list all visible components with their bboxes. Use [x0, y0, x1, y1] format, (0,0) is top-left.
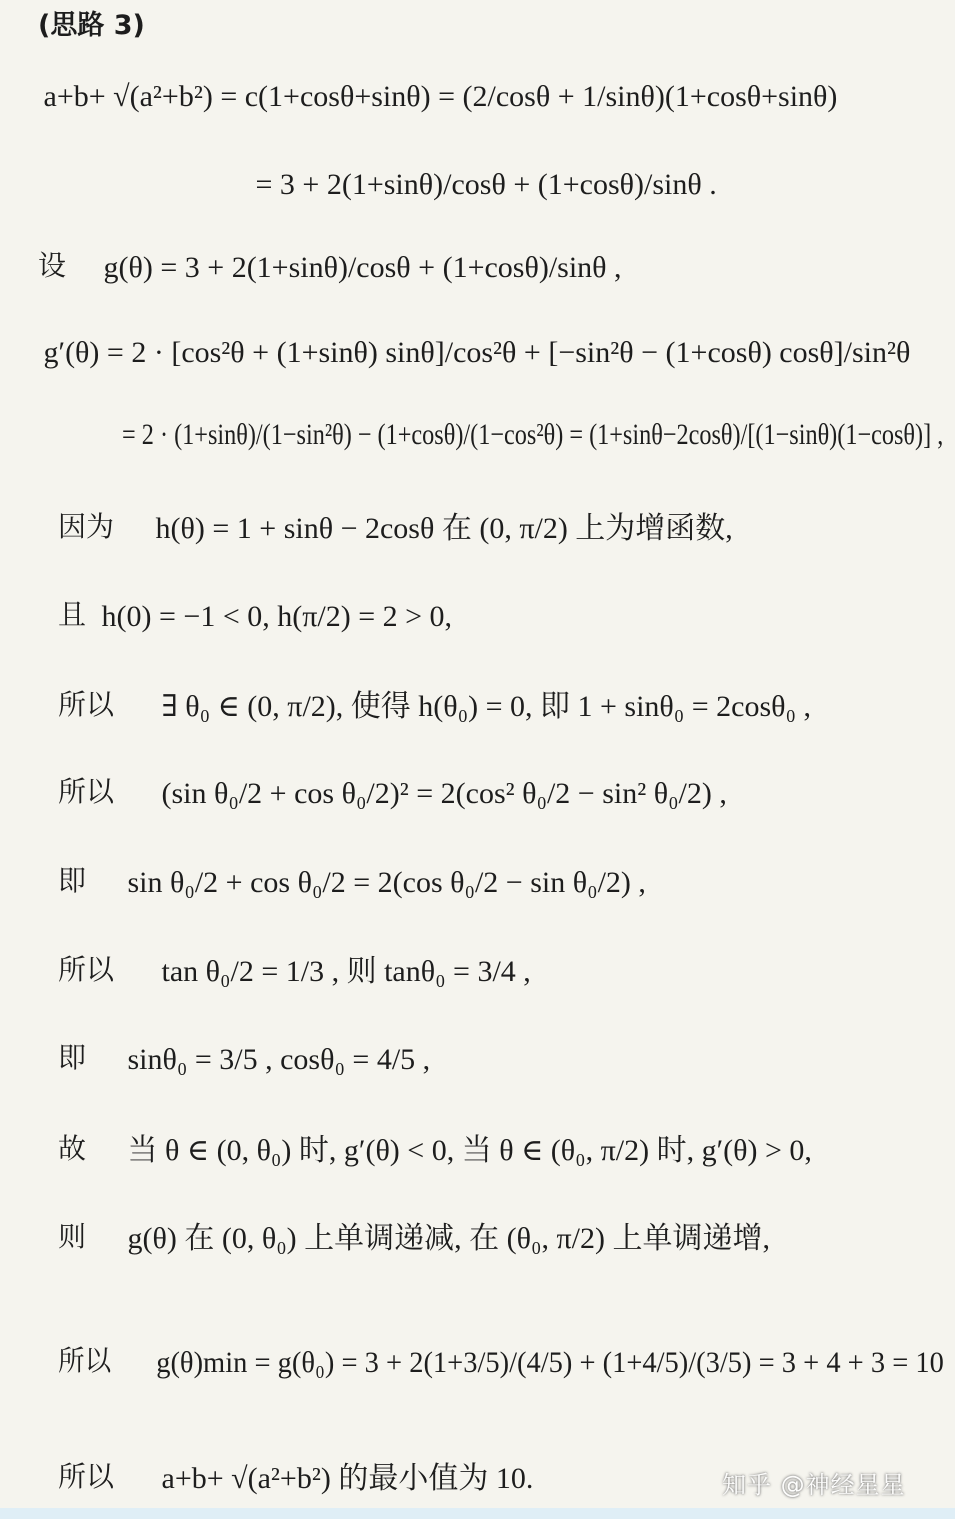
equation-text: h(θ) = 1 + sinθ − 2cosθ 在 (0, π/2) 上为增函数, [155, 512, 733, 546]
line-lead: 设 [38, 249, 67, 282]
line-lead: 则 [58, 1220, 87, 1253]
line-lead: 所以 [58, 688, 115, 721]
equation-text: a+b+ √(a²+b²) = c(1+cosθ+sinθ) = (2/cosθ + 1/sinθ)(1+cosθ+sinθ) [43, 80, 838, 114]
equation-text: sinθ₀ = 3/5 , cosθ₀ = 4/5 , [127, 1043, 431, 1077]
line-lead: 故 [58, 1132, 87, 1165]
equation-line [58, 866, 646, 898]
equation-line [58, 1043, 430, 1075]
line-lead: 所以 [58, 1460, 115, 1493]
equation-text: g(θ)min = g(θ₀) = 3 + 2(1+3/5)/(4/5) + (1+4/5)/(3/5) = 3 + 4 + 3 = 10 [156, 1346, 944, 1380]
line-lead: 且 [58, 598, 87, 631]
equation-text: 当 θ ∈ (0, θ₀) 时, g′(θ) < 0, 当 θ ∈ (θ₀, π/2) 时, g′(θ) > 0, [127, 1134, 812, 1168]
equation-line [58, 600, 452, 632]
equation-line [58, 512, 733, 544]
equation-line [248, 168, 717, 200]
line-lead: 所以 [58, 775, 115, 808]
equation-line [58, 1134, 812, 1166]
watermark: 知乎 @神经星星 [722, 1471, 906, 1499]
equation-text: ∃ θ₀ ∈ (0, π/2), 使得 h(θ₀) = 0, 即 1 + sinθ₀ = 2cosθ₀ , [161, 690, 811, 724]
equation-line [58, 955, 531, 987]
line-lead: 因为 [58, 510, 115, 543]
equation-text: g(θ) = 3 + 2(1+sinθ)/cosθ + (1+cosθ)/sinθ , [103, 251, 622, 285]
equation-text: tan θ₀/2 = 1/3 , 则 tanθ₀ = 3/4 , [161, 955, 531, 989]
line-lead: 所以 [58, 1344, 112, 1377]
equation-text: (sin θ₀/2 + cos θ₀/2)² = 2(cos² θ₀/2 − sin² θ₀/2) , [161, 777, 727, 811]
equation-line [36, 336, 910, 368]
equation-text: = 3 + 2(1+sinθ)/cosθ + (1+cosθ)/sinθ . [255, 168, 717, 202]
equation-line [38, 251, 622, 283]
line-lead: 所以 [58, 953, 115, 986]
equation-text: a+b+ √(a²+b²) 的最小值为 10. [161, 1462, 534, 1496]
equation-line [36, 80, 837, 112]
equation-line [116, 418, 943, 450]
solution-heading: (思路 3) [38, 10, 145, 41]
equation-line [58, 1346, 944, 1378]
equation-text: g′(θ) = 2 · [cos²θ + (1+sinθ) sinθ]/cos²θ + [−sin²θ − (1+cosθ) cosθ]/sin²θ [43, 336, 911, 370]
bottom-border [0, 1508, 955, 1519]
equation-text: = 2 · (1+sinθ)/(1−sin²θ) − (1+cosθ)/(1−cos²θ) = (1+sinθ−2cosθ)/[(1−sinθ)(1−cosθ)] , [122, 418, 944, 452]
equation-text: h(0) = −1 < 0, h(π/2) = 2 > 0, [101, 600, 453, 634]
equation-line [58, 1222, 770, 1254]
line-lead: 即 [58, 864, 87, 897]
equation-text: sin θ₀/2 + cos θ₀/2 = 2(cos θ₀/2 − sin θ₀/2) , [127, 866, 646, 900]
equation-text: g(θ) 在 (0, θ₀) 上单调递减, 在 (θ₀, π/2) 上单调递增, [127, 1222, 770, 1256]
line-lead: 即 [58, 1041, 87, 1074]
equation-line [58, 1462, 533, 1494]
equation-line [58, 690, 811, 722]
equation-line [58, 777, 727, 809]
